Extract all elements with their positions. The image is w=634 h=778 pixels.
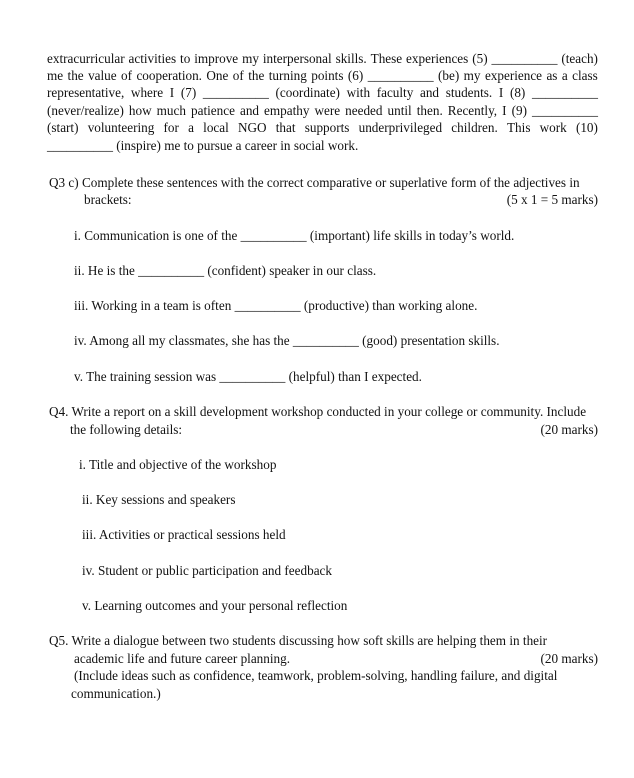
q4-item: ii. Key sessions and speakers: [82, 492, 236, 507]
word: a: [561, 68, 568, 83]
paragraph-line: [47, 50, 598, 67]
word: (start): [47, 120, 79, 135]
q3c-item: [74, 262, 376, 279]
word: local: [203, 120, 229, 135]
word: work: [539, 120, 567, 135]
word: until: [387, 103, 412, 118]
word: were: [314, 103, 341, 118]
word: of: [232, 68, 244, 83]
q3c-item: [74, 332, 500, 349]
question-heading: Q5. Write a dialogue between two students discussing how soft skills are helping them in their: [49, 633, 548, 648]
item-text: (productive) than working alone.: [303, 298, 478, 313]
word: experiences: [406, 51, 469, 66]
question-heading-cont: academic life and future career planning.: [74, 651, 291, 666]
word: (never/realize): [47, 103, 124, 118]
word: how: [128, 103, 152, 118]
word: (teach): [561, 51, 598, 66]
word: to: [180, 51, 191, 66]
item-text: (good) presentation skills.: [362, 333, 500, 348]
word: the: [248, 68, 265, 83]
word: volunteering: [87, 120, 155, 135]
item-text: iii. Working in a team is often: [74, 298, 232, 313]
word: interpersonal: [262, 51, 332, 66]
item-text: v. The training session was: [74, 369, 217, 384]
word: Recently,: [447, 103, 498, 118]
word: students.: [445, 85, 493, 100]
answer-blank: __________: [234, 298, 301, 313]
word: This: [507, 120, 531, 135]
word: points: [311, 68, 344, 83]
answer-blank: __________: [531, 85, 598, 100]
item-text: (important) life skills in today’s world.: [309, 228, 515, 243]
word: of: [121, 68, 133, 83]
word: (7): [180, 85, 197, 100]
word: These: [370, 51, 403, 66]
q3c-item: [74, 297, 477, 314]
answer-blank: __________: [292, 333, 359, 348]
word: and: [239, 103, 260, 118]
question-note-cont: communication.): [71, 686, 161, 701]
answer-blank: __________: [491, 51, 558, 66]
word: my: [463, 68, 481, 83]
word: a: [188, 120, 194, 135]
marks-label: (5 x 1 = 5 marks): [506, 192, 598, 207]
word: then.: [416, 103, 443, 118]
word: for: [163, 120, 179, 135]
word: I: [502, 103, 507, 118]
q3c-item: [74, 227, 514, 244]
word: One: [206, 68, 229, 83]
q4-item: iv. Student or public participation and feedback: [82, 563, 332, 578]
word: (10): [575, 120, 598, 135]
item-text: i. Communication is one of the: [74, 228, 238, 243]
word: (coordinate): [275, 85, 340, 100]
word: extracurricular: [47, 51, 125, 66]
word: representative,: [47, 85, 125, 100]
paragraph-line: [47, 67, 598, 84]
question-heading-cont: the following details:: [70, 422, 183, 437]
question-heading: Q3 c) Complete these sentences with the correct comparative or superlative form of the adjectives in: [49, 175, 580, 190]
word: that: [275, 120, 296, 135]
word: the: [67, 68, 84, 83]
word: (5): [472, 51, 488, 66]
word: skills.: [335, 51, 367, 66]
word: NGO: [237, 120, 267, 135]
q4-item: iii. Activities or practical sessions held: [82, 527, 286, 542]
word: needed: [345, 103, 383, 118]
word: with: [346, 85, 371, 100]
answer-blank: __________: [138, 263, 205, 278]
word: children.: [451, 120, 498, 135]
answer-blank: __________: [202, 85, 269, 100]
word: as: [546, 68, 558, 83]
word: improve: [194, 51, 239, 66]
word: supports: [304, 120, 350, 135]
word: (8): [509, 85, 526, 100]
paragraph-line: __________ (inspire) me to pursue a career in social work.: [47, 138, 359, 153]
item-text: (confident) speaker in our class.: [207, 263, 377, 278]
word: (6): [347, 68, 364, 83]
question-heading-cont: brackets:: [84, 192, 132, 207]
q4-item: v. Learning outcomes and your personal reflection: [82, 598, 348, 613]
word: I: [169, 85, 175, 100]
answer-blank: __________: [240, 228, 307, 243]
word: activities: [128, 51, 177, 66]
marks-label: (20 marks): [540, 422, 598, 437]
word: turning: [268, 68, 307, 83]
word: experience: [484, 68, 543, 83]
answer-blank: __________: [219, 369, 286, 384]
word: much: [156, 103, 186, 118]
marks-label: (20 marks): [540, 651, 598, 666]
item-text: (helpful) than I expected.: [288, 369, 422, 384]
word: faculty: [376, 85, 414, 100]
word: and: [419, 85, 440, 100]
word: (be): [438, 68, 460, 83]
q4-item: i. Title and objective of the workshop: [79, 457, 277, 472]
word: underprivileged: [358, 120, 443, 135]
answer-blank: __________: [532, 103, 598, 118]
q3c-item: [74, 368, 422, 385]
question-heading: Q4. Write a report on a skill development workshop conducted in your college or community. Include: [49, 404, 587, 419]
item-text: ii. He is the: [74, 263, 135, 278]
word: me: [47, 68, 64, 83]
word: I: [498, 85, 504, 100]
paragraph-line: [47, 102, 598, 119]
word: cooperation.: [136, 68, 202, 83]
word: where: [130, 85, 164, 100]
item-text: iv. Among all my classmates, she has the: [74, 333, 290, 348]
paragraph-line: [47, 119, 598, 136]
paragraph-line: [47, 84, 598, 101]
question-note: (Include ideas such as confidence, teamwork, problem-solving, handling failure, and digital: [74, 668, 558, 683]
word: my: [242, 51, 259, 66]
word: (9): [511, 103, 527, 118]
answer-blank: __________: [367, 68, 434, 83]
word: empathy: [264, 103, 310, 118]
word: class: [572, 68, 598, 83]
word: patience: [191, 103, 235, 118]
word: value: [88, 68, 117, 83]
